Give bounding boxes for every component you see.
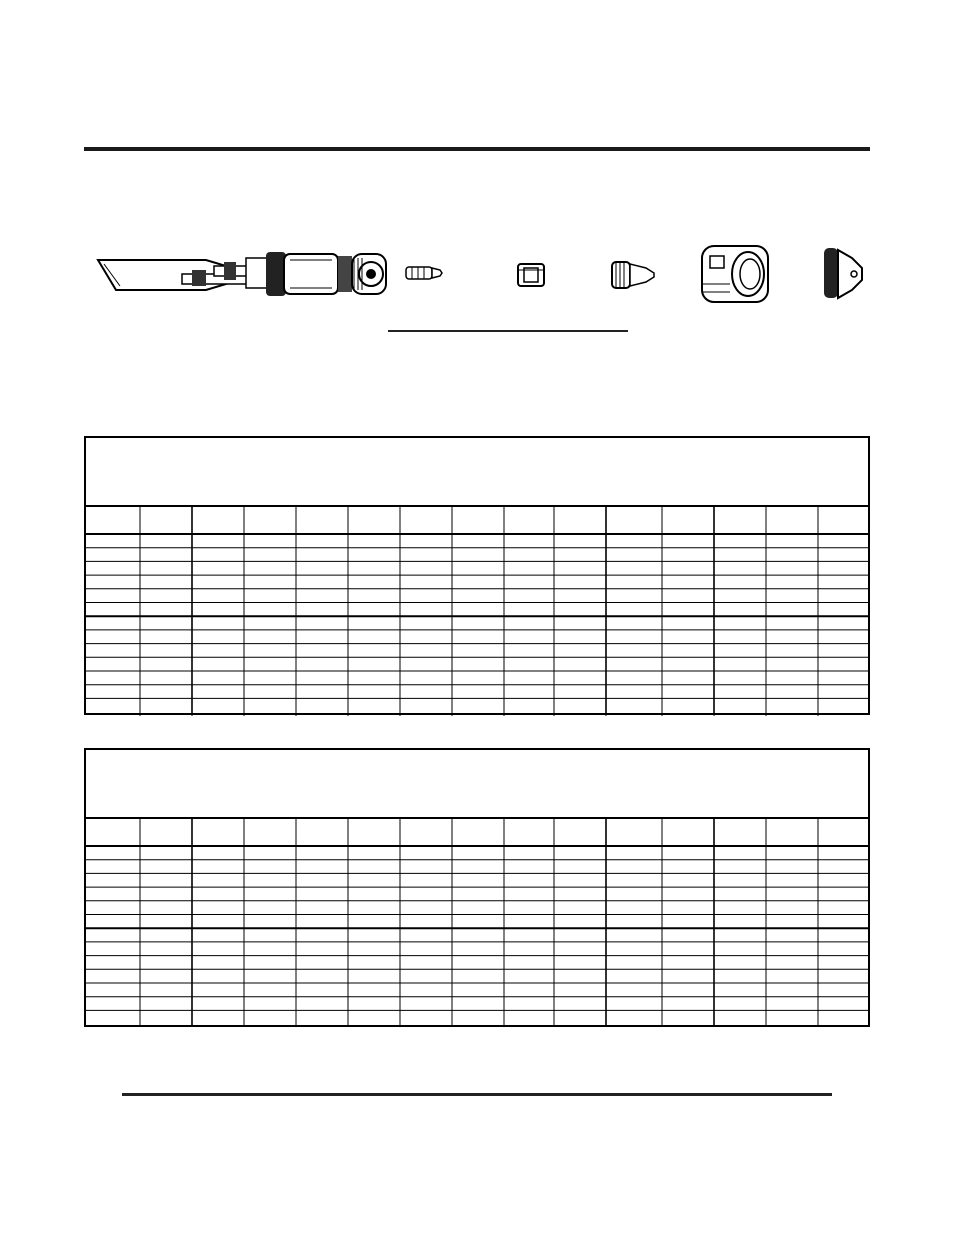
swirl-ring-icon (512, 236, 552, 306)
footer-rule (122, 1093, 832, 1096)
parts-illustration (84, 236, 870, 306)
parts-underline (388, 330, 628, 332)
retaining-cap-icon (696, 236, 776, 306)
table-separator (84, 716, 870, 748)
header-rule (84, 147, 870, 151)
electrode-icon (402, 236, 446, 306)
consumables-table-1 (84, 436, 870, 716)
torch-head-icon (96, 236, 396, 306)
nozzle-icon (608, 236, 658, 306)
consumables-table-2 (84, 748, 870, 1028)
shield-icon (818, 236, 868, 306)
